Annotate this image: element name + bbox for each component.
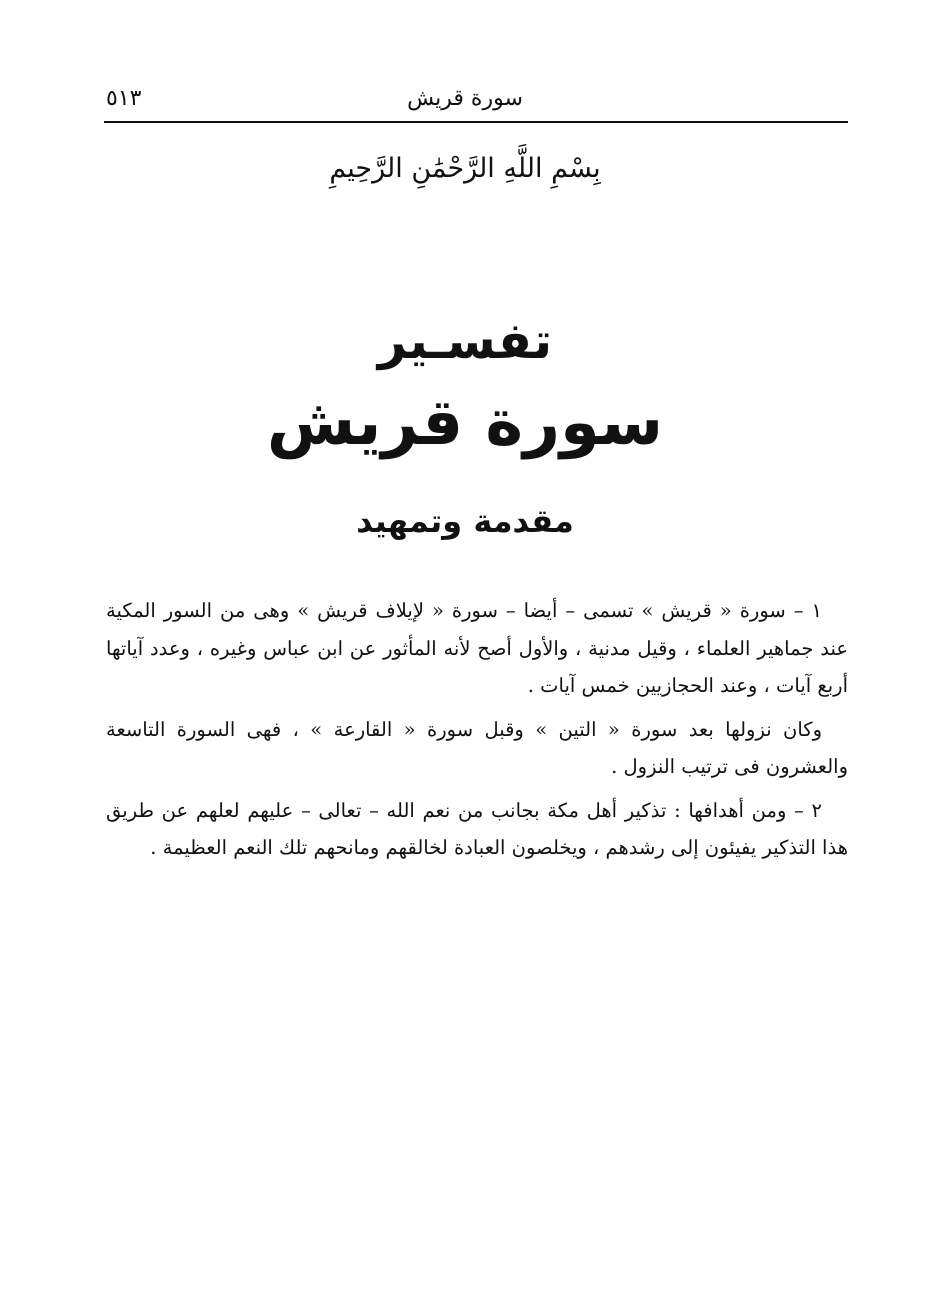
page-number: ٥١٣: [106, 86, 142, 111]
basmala-heading: بِسْمِ اللَّهِ الرَّحْمَٰنِ الرَّحِيمِ: [329, 153, 601, 184]
paragraph: ١ – سورة « قريش » تسمى – أيضا – سورة « لإيلاف قريش » وهى من السور المكية عند جماهير العلماء ، وقيل مدنية ، والأول أصح لأنه المأثور عن ابن عباس وغيره ، وعدد آياتها أربع آيات ، وعند الحجازيين خمس آيات .: [106, 599, 848, 697]
title-tafsir: تفسـير: [377, 312, 553, 370]
title-surah-name: سورة قريش: [266, 386, 664, 460]
body-text: [106, 592, 848, 873]
running-head: سورة قريش: [407, 86, 523, 111]
section-subtitle: مقدمة وتمهيد: [356, 502, 574, 540]
paragraph: ٢ – ومن أهدافها : تذكير أهل مكة بجانب من نعم الله – تعالى – عليهم لعلهم عن طريق هذا التذكير يفيئون إلى رشدهم ، ويخلصون العبادة لخالقهم ومانحهم تلك النعم العظيمة .: [106, 798, 848, 859]
header-rule: [104, 121, 848, 123]
paragraph: وكان نزولها بعد سورة « التين » وقبل سورة « القارعة » ، فهى السورة التاسعة والعشرون فى ترتيب النزول .: [106, 717, 848, 778]
